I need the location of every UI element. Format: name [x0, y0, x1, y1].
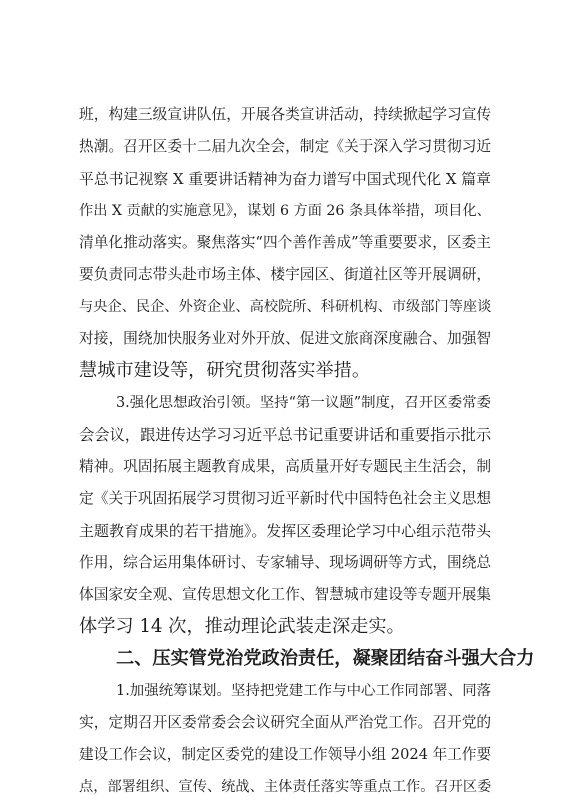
text-line: 热潮。召开区委十二届九次全会，制定《关于深入学习贯彻习近 — [79, 138, 492, 155]
text-line: 体学习 14 次，推动理论武装走深走实。 — [79, 616, 405, 637]
text-line: 对接，围绕加快服务业对外开放、促进文旅商深度融合、加强智 — [79, 330, 492, 347]
paragraph-first-line: 3.强化思想政治引领。坚持“第一议题”制度，召开区委常委 — [116, 395, 492, 411]
text-line: 会会议，跟进传达学习习近平总书记重要讲话和重要指示批示 — [79, 426, 492, 444]
text-line: 主题教育成果的若干措施》。发挥区委理论学习中心组示范带头 — [79, 522, 492, 540]
paragraph-first-line: 1.加强统筹谋划。坚持把党建工作与中心工作同部署、同落 — [116, 683, 492, 699]
text-line: 平总书记视察 X 重要讲话精神为奋力谱写中国式现代化 X 篇章 — [79, 170, 491, 188]
text-line: 慧城市建设等，研究贯彻落实举措。 — [79, 360, 371, 381]
text-line: 与央企、民企、外资企业、高校院所、科研机构、市级部门等座谈 — [79, 299, 492, 315]
text-line: 实，定期召开区委常委会会议研究全面从严治党工作。召开党的 — [79, 714, 492, 731]
text-line: 清单化推动落实。聚焦落实“四个善作善成”等重要要求，区委主 — [79, 234, 492, 251]
text-line: 作用，综合运用集体研讨、专家辅导、现场调研等方式，围绕总 — [79, 554, 492, 571]
text-line: 要负责同志带头赴市场主体、楼宇园区、街道社区等开展调研， — [79, 266, 492, 283]
text-line: 班，构建三级宣讲队伍，开展各类宣讲活动，持续掀起学习宣传 — [79, 106, 492, 123]
text-line: 精神。巩固拓展主题教育成果，高质量开好专题民主生活会，制 — [79, 458, 492, 475]
text-line: 体国家安全观、宣传思想文化工作、智慧城市建设等专题开展集 — [79, 586, 492, 603]
section-heading: 二、压实管党治党政治责任，凝聚团结奋斗强大合力 — [116, 648, 535, 669]
text-line: 定《关于巩固拓展学习贯彻习近平新时代中国特色社会主义思想 — [79, 490, 492, 507]
text-line: 建设工作会议，制定区委党的建设工作领导小组 2024 年工作要 — [79, 746, 492, 763]
text-line: 点，部署组织、宣传、统战、主体责任落实等重点工作。召开区委 — [79, 779, 492, 795]
text-line: 作出 X 贡献的实施意见》，谋划 6 方面 26 条具体举措，项目化、 — [79, 203, 491, 219]
